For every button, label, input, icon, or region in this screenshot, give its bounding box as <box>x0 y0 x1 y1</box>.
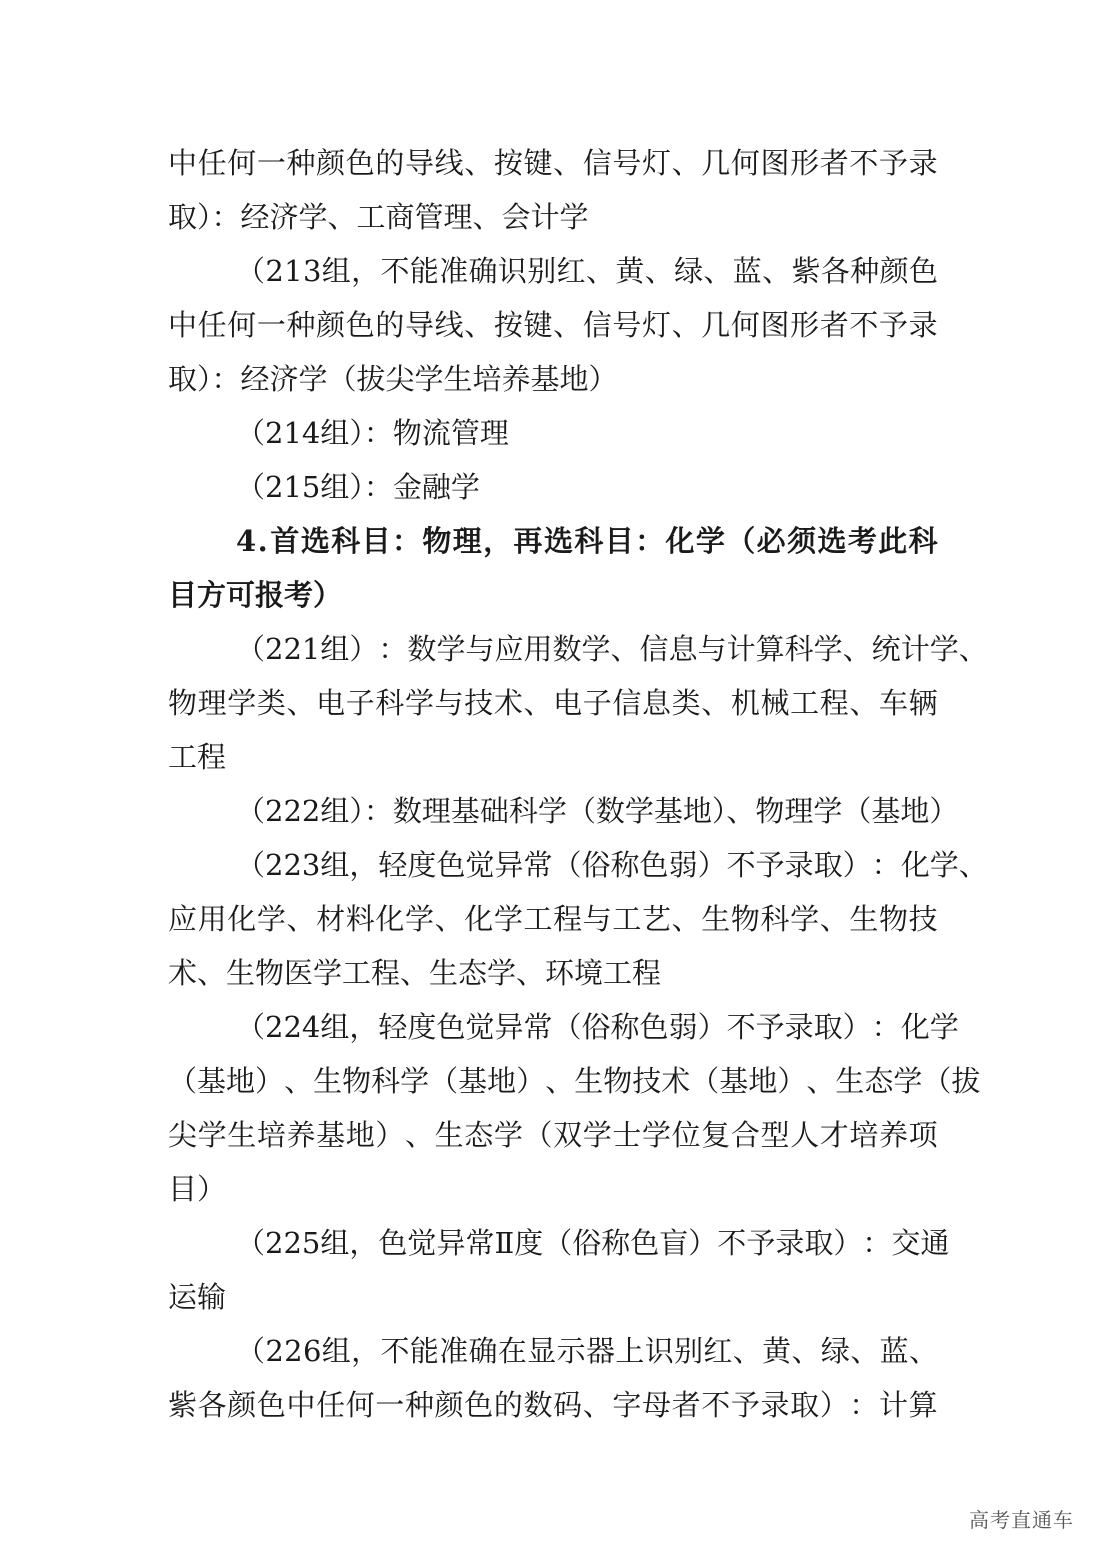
text-line: 运输 <box>168 1280 227 1314</box>
text-line: （ 2 2 1 组 ） ： 数 学 与 应 用 数 学 、 信 息 与 计 算 科 学 、 统 计 学 、 <box>236 632 988 666</box>
text-line: （ 2 2 6 组 ， 不 能 准 确 在 显 示 器 上 识 别 红 、 黄 、 绿 、 蓝 、 <box>236 1334 938 1368</box>
text-line: （ 2 1 3 组 ， 不 能 准 确 识 别 红 、 黄 、 绿 、 蓝 、 紫 各 种 颜 色 <box>236 254 938 288</box>
text-line: （214组）：物流管理 <box>236 416 509 450</box>
text-line: （ 2 2 4 组 ， 轻 度 色 觉 异 常 （ 俗 称 色 弱 ） 不 予 录 取 ） ： 化 学 <box>236 1010 959 1044</box>
text-line: 应 用 化 学 、 材 料 化 学 、 化 学 工 程 与 工 艺 、 生 物 科 学 、 生 物 技 <box>168 902 938 936</box>
watermark: 高考直通车 <box>969 1508 1074 1532</box>
text-line: （ 基 地 ） 、 生 物 科 学 （ 基 地 ） 、 生 物 技 术 （ 基 地 ） 、 生 态 学 （ 拔 <box>168 1064 981 1098</box>
text-line: 尖 学 生 培 养 基 地 ） 、 生 态 学 （ 双 学 士 学 位 复 合 型 人 才 培 养 项 <box>168 1118 938 1152</box>
text-line: （222组）：数理基础科学（数学基地）、物理学（基地） <box>236 794 959 828</box>
document-body <box>168 136 988 1432</box>
text-line: （ 2 2 3 组 ， 轻 度 色 觉 异 常 （ 俗 称 色 弱 ） 不 予 录 取 ） ： 化 学 、 <box>236 848 988 882</box>
text-line: 取）：经济学、工商管理、会计学 <box>168 200 589 234</box>
text-line: 工程 <box>168 740 227 774</box>
text-line: （215组）：金融学 <box>236 470 480 504</box>
text-line: 取）：经济学（拔尖学生培养基地） <box>168 362 618 396</box>
text-line: 中 任 何 一 种 颜 色 的 导 线 、 按 键 、 信 号 灯 、 几 何 图 形 者 不 予 录 <box>168 308 938 342</box>
section-heading: 4 . 首 选 科 目 ： 物 理 ， 再 选 科 目 ： 化 学 （ 必 须 选 考 此 科 <box>236 524 938 558</box>
text-line: 目） <box>168 1172 227 1206</box>
text-line: 术、生物医学工程、生态学、环境工程 <box>168 956 662 990</box>
text-line: （ 2 2 5 组 ， 色 觉 异 常 Ⅱ 度 （ 俗 称 色 盲 ） 不 予 录 取 ） ： 交 通 <box>236 1226 950 1260</box>
text-line: 物 理 学 类 、 电 子 科 学 与 技 术 、 电 子 信 息 类 、 机 械 工 程 、 车 辆 <box>168 686 938 720</box>
text-line: 中 任 何 一 种 颜 色 的 导 线 、 按 键 、 信 号 灯 、 几 何 图 形 者 不 予 录 <box>168 146 938 180</box>
text-line: 紫 各 颜 色 中 任 何 一 种 颜 色 的 数 码 、 字 母 者 不 予 录 取 ） ： 计 算 <box>168 1388 938 1422</box>
section-heading-cont: 目方可报考） <box>168 578 343 612</box>
